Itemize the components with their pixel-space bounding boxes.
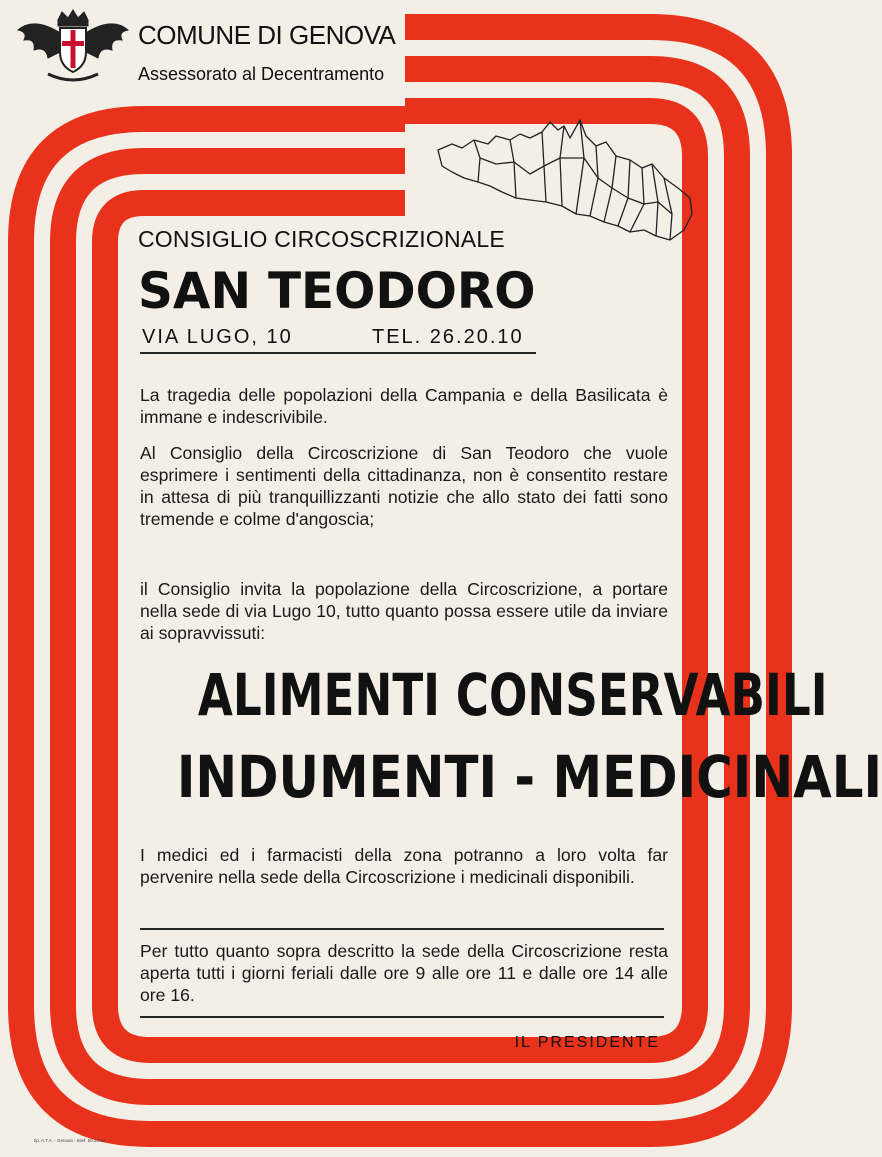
headline-clothing-medicines: INDUMENTI - MEDICINALI xyxy=(176,743,882,811)
section-rule-bottom xyxy=(140,1016,664,1018)
printer-credit: tip. A.T.A. - Genova - telef. 50.20.20 xyxy=(34,1138,106,1143)
paragraph-tragedy: La tragedia delle popolazioni della Campania e della Basilicata è immane e indescrivibile. xyxy=(140,385,668,427)
genoa-coat-of-arms-icon xyxy=(14,8,132,88)
council-label: CONSIGLIO CIRCOSCRIZIONALE xyxy=(138,226,505,252)
paragraph-doctors: I medici ed i farmacisti della zona potranno a loro volta far pervenire nella sede della Circoscrizione i medicinali disponibili. xyxy=(140,845,668,887)
council-phone: TEL. 26.20.10 xyxy=(372,326,524,348)
section-rule-top xyxy=(140,928,664,930)
heading-underline xyxy=(140,352,536,354)
headline-preserved-food: ALIMENTI CONSERVABILI xyxy=(197,661,828,729)
paragraph-invitation: il Consiglio invita la popolazione della Circoscrizione, a portare nella sede di via Lugo 10, tutto quanto possa essere utile da inviare ai sopravvissuti: xyxy=(140,579,668,643)
council-address: VIA LUGO, 10 xyxy=(142,326,293,348)
council-name: SAN TEODORO xyxy=(138,262,536,320)
department-name: Assessorato al Decentramento xyxy=(138,64,385,84)
signature-president: IL PRESIDENTE xyxy=(514,1034,660,1051)
organization-name: COMUNE DI GENOVA xyxy=(138,20,396,50)
paragraph-opening-hours: Per tutto quanto sopra descritto la sede della Circoscrizione resta aperta tutti i giorni feriali dalle ore 9 alle ore 11 e dalle ore 14 alle ore 16. xyxy=(140,941,668,1005)
paragraph-council-statement: Al Consiglio della Circoscrizione di San Teodoro che vuole esprimere i sentimenti della cittadinanza, non è consentito restare in attesa di più tranquillizzanti notizie che allo stato dei fatti sono tremende e colme d'angoscia; xyxy=(140,443,668,529)
